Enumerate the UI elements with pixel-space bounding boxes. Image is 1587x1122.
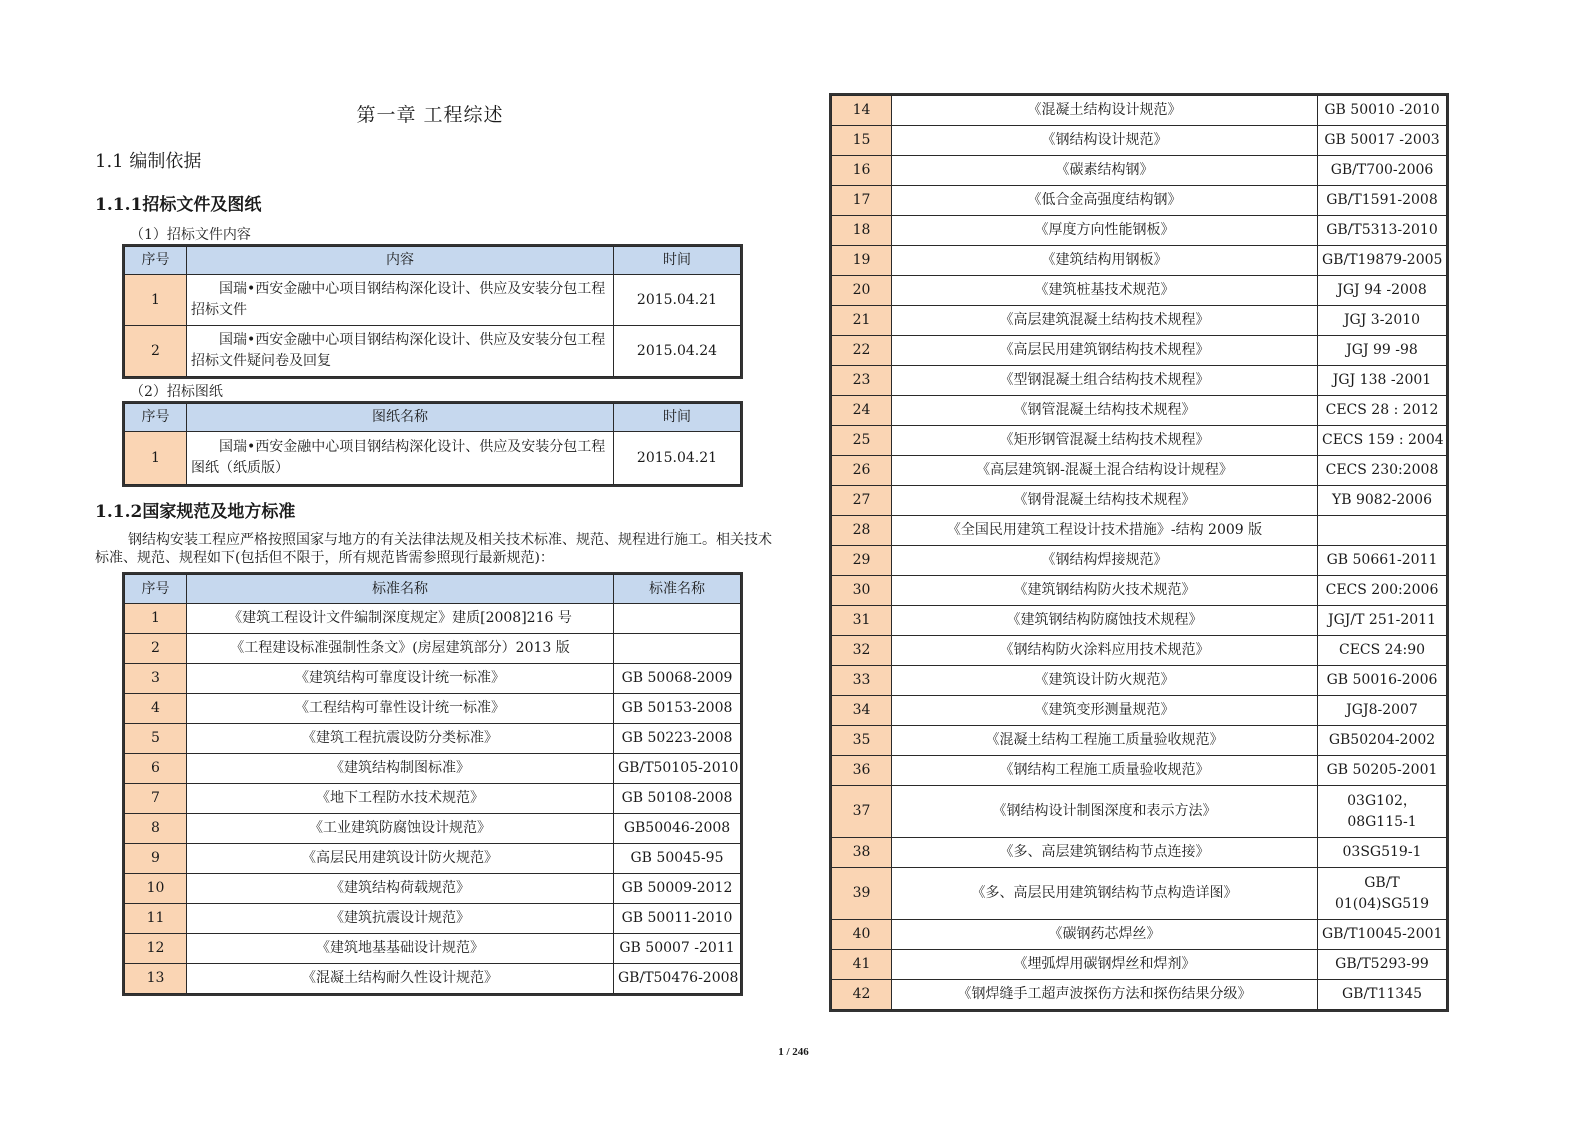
seq-cell: 7	[125, 784, 187, 814]
seq-cell: 1	[125, 275, 187, 326]
table-row	[125, 754, 741, 784]
standard-code-cell: CECS 230:2008	[1318, 456, 1447, 486]
seq-cell: 34	[832, 696, 892, 726]
standard-name-cell: 《建筑设计防火规范》	[892, 666, 1318, 696]
standard-name-cell: 《工程结构可靠性设计统一标准》	[187, 694, 614, 724]
seq-cell: 26	[832, 456, 892, 486]
standard-name-cell: 《建筑结构可靠度设计统一标准》	[187, 664, 614, 694]
seq-cell: 2	[125, 326, 187, 377]
table-row	[832, 726, 1447, 756]
standard-name-cell: 《碳素结构钢》	[892, 156, 1318, 186]
time-cell: 2015.04.21	[614, 432, 741, 485]
chapter-title: 第一章 工程综述	[356, 104, 504, 126]
table-header-row	[125, 247, 741, 275]
standard-code-cell: GB 50011-2010	[614, 904, 741, 934]
seq-cell: 36	[832, 756, 892, 786]
section-heading-1-1-1: 1.1.1招标文件及图纸	[95, 195, 262, 215]
standard-code-cell: GB 50016-2006	[1318, 666, 1447, 696]
seq-cell: 32	[832, 636, 892, 666]
table-row	[832, 276, 1447, 306]
standard-name-cell: 《建筑结构荷载规范》	[187, 874, 614, 904]
seq-cell: 31	[832, 606, 892, 636]
seq-cell: 42	[832, 980, 892, 1010]
seq-cell: 3	[125, 664, 187, 694]
standards-paragraph	[95, 531, 785, 567]
table-row	[832, 246, 1447, 276]
table-row	[832, 576, 1447, 606]
table-row	[832, 666, 1447, 696]
seq-cell: 5	[125, 724, 187, 754]
seq-cell: 18	[832, 216, 892, 246]
standard-name-cell: 《低合金高强度结构钢》	[892, 186, 1318, 216]
table-row	[125, 784, 741, 814]
standard-code-cell: GB/T5313-2010	[1318, 216, 1447, 246]
standard-name-cell: 《多、高层民用建筑钢结构节点构造详图》	[892, 868, 1318, 920]
content-cell: 国瑞•西安金融中心项目钢结构深化设计、供应及安装分包工程图纸（纸质版）	[187, 432, 614, 485]
table-row	[832, 96, 1447, 126]
standard-name-cell: 《钢结构设计制图深度和表示方法》	[892, 786, 1318, 838]
standard-code-cell: GB 50223-2008	[614, 724, 741, 754]
header-cell: 时间	[614, 404, 741, 432]
seq-cell: 25	[832, 426, 892, 456]
standard-name-cell: 《建筑结构制图标准》	[187, 754, 614, 784]
seq-cell: 41	[832, 950, 892, 980]
table-row	[125, 874, 741, 904]
seq-cell: 24	[832, 396, 892, 426]
standard-code-cell: CECS 28 : 2012	[1318, 396, 1447, 426]
standard-code-cell: GB 50045-95	[614, 844, 741, 874]
standard-name-cell: 《多、高层建筑钢结构节点连接》	[892, 838, 1318, 868]
table-row	[832, 516, 1447, 546]
standard-code-cell: GB/T50105-2010	[614, 754, 741, 784]
standard-code-line: 01(04)SG519	[1334, 895, 1430, 912]
section-heading-1-1: 1.1 编制依据	[95, 151, 202, 172]
standard-name-cell: 《钢管混凝土结构技术规程》	[892, 396, 1318, 426]
standard-name-cell: 《建筑桩基技术规范》	[892, 276, 1318, 306]
seq-cell: 20	[832, 276, 892, 306]
table-row	[832, 606, 1447, 636]
seq-cell: 40	[832, 920, 892, 950]
header-cell: 序号	[125, 404, 187, 432]
standard-code-cell: GB/T11345	[1318, 980, 1447, 1010]
standard-name-cell: 《地下工程防水技术规范》	[187, 784, 614, 814]
standard-code-cell: GB 50007 -2011	[614, 934, 741, 964]
standard-code-cell: 03SG519-1	[1318, 838, 1447, 868]
standard-code-cell: JGJ 138 -2001	[1318, 366, 1447, 396]
table-row	[832, 456, 1447, 486]
table-row	[832, 216, 1447, 246]
time-cell: 2015.04.24	[614, 326, 741, 377]
header-cell: 序号	[125, 247, 187, 275]
table-row	[125, 275, 741, 326]
seq-cell: 11	[125, 904, 187, 934]
standard-code-cell: GB 50661-2011	[1318, 546, 1447, 576]
standard-name-cell: 《建筑变形测量规范》	[892, 696, 1318, 726]
seq-cell: 39	[832, 868, 892, 920]
table-row	[832, 756, 1447, 786]
table-row	[832, 920, 1447, 950]
standard-code-line: 03G102，	[1347, 792, 1417, 809]
table-row	[832, 838, 1447, 868]
standard-code-cell: JGJ 3-2010	[1318, 306, 1447, 336]
standard-name-cell: 《混凝土结构耐久性设计规范》	[187, 964, 614, 994]
standard-name-cell: 《埋弧焊用碳钢焊丝和焊剂》	[892, 950, 1318, 980]
table-row	[832, 980, 1447, 1010]
standard-name-cell: 《建筑抗震设计规范》	[187, 904, 614, 934]
seq-cell: 6	[125, 754, 187, 784]
seq-cell: 30	[832, 576, 892, 606]
standard-name-cell: 《工业建筑防腐蚀设计规范》	[187, 814, 614, 844]
table-row	[125, 694, 741, 724]
table-row	[125, 326, 741, 377]
table-row	[125, 814, 741, 844]
table-row	[832, 486, 1447, 516]
table-row	[832, 156, 1447, 186]
standard-name-cell: 《建筑钢结构防火技术规范》	[892, 576, 1318, 606]
table-row	[125, 634, 741, 664]
seq-cell: 15	[832, 126, 892, 156]
standard-code-cell	[1318, 786, 1447, 838]
standards-paragraph-text: 钢结构安装工程应严格按照国家与地方的有关法律法规及相关技术标准、规范、规程进行施工。相关技术标准、规范、规程如下(包括但不限于，所有规范皆需参照现行最新规范)：	[95, 532, 772, 566]
table-row	[832, 546, 1447, 576]
standard-code-cell: GB50204-2002	[1318, 726, 1447, 756]
seq-cell: 27	[832, 486, 892, 516]
table-row	[125, 934, 741, 964]
standard-name-cell: 《建筑钢结构防腐蚀技术规程》	[892, 606, 1318, 636]
table-row	[125, 844, 741, 874]
standard-name-cell: 《钢结构工程施工质量验收规范》	[892, 756, 1318, 786]
standards-table-continued	[831, 95, 1447, 1010]
seq-cell: 2	[125, 634, 187, 664]
header-cell: 内容	[187, 247, 614, 275]
standard-code-cell: JGJ 99 -98	[1318, 336, 1447, 366]
tender-docs-caption: （1）招标文件内容	[130, 227, 251, 243]
content-cell: 国瑞•西安金融中心项目钢结构深化设计、供应及安装分包工程招标文件疑问卷及回复	[187, 326, 614, 377]
standard-name-cell: 《建筑地基基础设计规范》	[187, 934, 614, 964]
seq-cell: 35	[832, 726, 892, 756]
table-row	[832, 868, 1447, 920]
table-row	[125, 724, 741, 754]
standard-code-cell: CECS 200:2006	[1318, 576, 1447, 606]
section-heading-1-1-2: 1.1.2国家规范及地方标准	[95, 502, 296, 522]
standard-name-cell: 《钢焊缝手工超声波探伤方法和探伤结果分级》	[892, 980, 1318, 1010]
table-row	[832, 950, 1447, 980]
tender-docs-table	[124, 246, 741, 377]
standard-name-cell: 《高层民用建筑设计防火规范》	[187, 844, 614, 874]
standard-code-cell	[614, 634, 741, 664]
table-row	[125, 964, 741, 994]
seq-cell: 19	[832, 246, 892, 276]
standard-name-cell: 《钢结构焊接规范》	[892, 546, 1318, 576]
seq-cell: 16	[832, 156, 892, 186]
standard-code-cell: GB/T10045-2001	[1318, 920, 1447, 950]
standard-code-line: GB/T	[1364, 874, 1400, 891]
seq-cell: 23	[832, 366, 892, 396]
standard-code-cell: GB/T700-2006	[1318, 156, 1447, 186]
table-header-row	[125, 404, 741, 432]
standard-code-cell	[1318, 516, 1447, 546]
standards-table	[124, 574, 741, 994]
standard-code-cell: CECS 24:90	[1318, 636, 1447, 666]
standard-code-cell: GB/T5293-99	[1318, 950, 1447, 980]
tender-drawings-caption: （2）招标图纸	[130, 384, 223, 400]
seq-cell: 1	[125, 604, 187, 634]
seq-cell: 14	[832, 96, 892, 126]
standard-code-cell: GB50046-2008	[614, 814, 741, 844]
seq-cell: 29	[832, 546, 892, 576]
tender-drawings-table	[124, 403, 741, 485]
seq-cell: 1	[125, 432, 187, 485]
header-cell: 标准名称	[614, 575, 741, 604]
standard-name-cell: 《建筑工程抗震设防分类标准》	[187, 724, 614, 754]
standard-name-cell: 《钢结构设计规范》	[892, 126, 1318, 156]
table-row	[832, 366, 1447, 396]
table-row	[832, 426, 1447, 456]
standard-name-cell: 《高层建筑混凝土结构技术规程》	[892, 306, 1318, 336]
standard-name-cell: 《工程建设标准强制性条文》(房屋建筑部分）2013 版	[187, 634, 614, 664]
standard-name-cell: 《型钢混凝土组合结构技术规程》	[892, 366, 1318, 396]
table-row	[125, 604, 741, 634]
standard-code-cell: YB 9082-2006	[1318, 486, 1447, 516]
standard-code-cell: JGJ/T 251-2011	[1318, 606, 1447, 636]
standard-code-cell: GB 50017 -2003	[1318, 126, 1447, 156]
standard-code-cell: GB/T1591-2008	[1318, 186, 1447, 216]
seq-cell: 10	[125, 874, 187, 904]
standard-code-cell: GB 50068-2009	[614, 664, 741, 694]
page-number: 1 / 246	[778, 1046, 809, 1058]
standard-name-cell: 《高层建筑钢-混凝土混合结构设计规程》	[892, 456, 1318, 486]
table-header-row	[125, 575, 741, 604]
standard-name-cell: 《矩形钢管混凝土结构技术规程》	[892, 426, 1318, 456]
standard-code-cell: JGJ 94 -2008	[1318, 276, 1447, 306]
content-cell: 国瑞•西安金融中心项目钢结构深化设计、供应及安装分包工程招标文件	[187, 275, 614, 326]
seq-cell: 17	[832, 186, 892, 216]
header-cell: 序号	[125, 575, 187, 604]
standard-name-cell: 《建筑工程设计文件编制深度规定》建质[2008]216 号	[187, 604, 614, 634]
seq-cell: 33	[832, 666, 892, 696]
table-row	[832, 126, 1447, 156]
seq-cell: 12	[125, 934, 187, 964]
standard-code-cell: GB 50108-2008	[614, 784, 741, 814]
table-row	[832, 186, 1447, 216]
table-row	[832, 636, 1447, 666]
seq-cell: 37	[832, 786, 892, 838]
seq-cell: 8	[125, 814, 187, 844]
header-cell: 标准名称	[187, 575, 614, 604]
standard-name-cell: 《混凝土结构工程施工质量验收规范》	[892, 726, 1318, 756]
standard-name-cell: 《混凝土结构设计规范》	[892, 96, 1318, 126]
standard-code-cell: GB 50010 -2010	[1318, 96, 1447, 126]
standard-code-cell: GB/T19879-2005	[1318, 246, 1447, 276]
standard-code-cell: GB 50205-2001	[1318, 756, 1447, 786]
seq-cell: 13	[125, 964, 187, 994]
standard-code-cell	[614, 604, 741, 634]
standard-code-cell: CECS 159 : 2004	[1318, 426, 1447, 456]
table-row	[832, 786, 1447, 838]
seq-cell: 28	[832, 516, 892, 546]
standard-name-cell: 《厚度方向性能钢板》	[892, 216, 1318, 246]
standard-name-cell: 《钢骨混凝土结构技术规程》	[892, 486, 1318, 516]
table-row	[125, 664, 741, 694]
standard-code-line: 08G115-1	[1347, 813, 1417, 830]
table-row	[125, 904, 741, 934]
standard-code-cell: GB 50009-2012	[614, 874, 741, 904]
seq-cell: 9	[125, 844, 187, 874]
standard-code-cell: GB/T50476-2008	[614, 964, 741, 994]
header-cell: 时间	[614, 247, 741, 275]
table-row	[832, 306, 1447, 336]
header-cell: 图纸名称	[187, 404, 614, 432]
standard-name-cell: 《钢结构防火涂料应用技术规范》	[892, 636, 1318, 666]
standard-name-cell: 《全国民用建筑工程设计技术措施》-结构 2009 版	[892, 516, 1318, 546]
standard-name-cell: 《高层民用建筑钢结构技术规程》	[892, 336, 1318, 366]
standard-name-cell: 《建筑结构用钢板》	[892, 246, 1318, 276]
seq-cell: 21	[832, 306, 892, 336]
table-row	[832, 696, 1447, 726]
table-row	[832, 336, 1447, 366]
seq-cell: 22	[832, 336, 892, 366]
table-row	[832, 396, 1447, 426]
standard-code-cell	[1318, 868, 1447, 920]
standard-code-cell: GB 50153-2008	[614, 694, 741, 724]
standard-code-cell: JGJ8-2007	[1318, 696, 1447, 726]
seq-cell: 4	[125, 694, 187, 724]
time-cell: 2015.04.21	[614, 275, 741, 326]
standard-name-cell: 《碳钢药芯焊丝》	[892, 920, 1318, 950]
seq-cell: 38	[832, 838, 892, 868]
table-row	[125, 432, 741, 485]
